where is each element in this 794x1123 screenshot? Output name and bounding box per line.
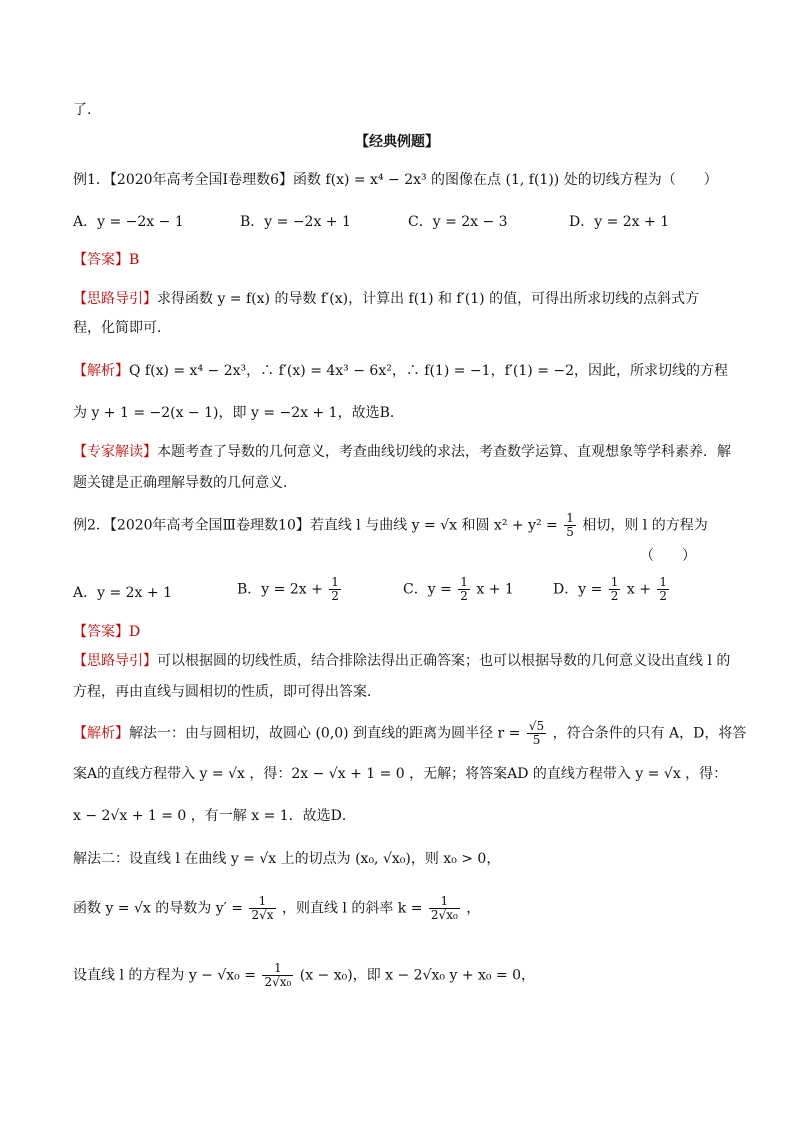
ex1-expert-line-1 xyxy=(73,442,731,462)
ex2-question-part-b: 相切，则 l 的方程为 xyxy=(582,517,708,534)
ex2-method2-text-3b: (x − x₀)，即 x − 2√x₀ y + x₀ = 0， xyxy=(299,967,536,984)
ex2-guide-text-1: 可以根据圆的切线性质，结合排除法得出正确答案；也可以根据导数的几何意义设出直线 l 的 xyxy=(157,653,731,669)
ex2-method2-text-2c: ， xyxy=(466,900,481,917)
ex1-answer-tag: 【答案】 xyxy=(73,252,129,268)
ex1-guide-line-2: 程，化简即可． xyxy=(73,320,171,336)
ex1-expert-text-1: 本题考查了导数的几何意义，考查曲线切线的求法，考查数学运算、直观想象等学科素养．解 xyxy=(157,444,731,460)
ex2-analysis-tag: 【解析】 xyxy=(73,725,129,742)
ex1-question: 例1．【2020年高考全国Ⅰ卷理数6】函数 f(x) = x⁴ − 2x³ 的图像在点 (1, f(1)) 处的切线方程为（ ） xyxy=(73,172,718,188)
fraction-denominator: 2 xyxy=(331,589,339,603)
fraction-denominator: 2 xyxy=(610,589,619,603)
ex2-derivative-fraction xyxy=(249,895,275,922)
ex2-question xyxy=(73,512,721,539)
fraction-numerator: 1 xyxy=(249,895,275,909)
ex2-guide-tag: 【思路导引】 xyxy=(73,653,157,669)
ex2-analysis-text-1a: 解法一：由与圆相切，故圆心 (0,0) 到直线的距离为圆半径 r = xyxy=(129,725,521,742)
ex2-option-c-fraction xyxy=(458,576,470,603)
fraction-numerator: 1 xyxy=(331,575,339,589)
ex2-option-c xyxy=(403,576,514,603)
fraction-numerator: √5 xyxy=(528,719,545,733)
ex2-guide-line-1 xyxy=(73,651,731,671)
ex1-analysis-line-2: 为 y + 1 = −2(x − 1)，即 y = −2x + 1，故选B． xyxy=(73,405,404,421)
ex2-line-fraction xyxy=(262,962,293,989)
ex2-guide-line-2: 方程，再由直线与圆相切的性质，即可得出答案． xyxy=(73,684,381,700)
ex2-option-d-mid: x + xyxy=(626,581,651,598)
ex1-option-a: A．y = −2x − 1 xyxy=(73,214,184,230)
ex2-radius-fraction xyxy=(527,720,546,747)
fraction-denominator: 2√x₀ xyxy=(264,975,292,989)
fraction-denominator: 2 xyxy=(460,589,468,603)
ex2-answer-line xyxy=(73,622,721,642)
ex2-method2-text-2a: 函数 y = √x 的导数为 y′ = xyxy=(73,900,243,917)
ex2-analysis-line-3: x − 2√x + 1 = 0 ，有一解 x = 1．故选D． xyxy=(73,808,356,824)
ex2-question-part-a: 例2．【2020年高考全国Ⅲ卷理数10】若直线 l 与曲线 y = √x 和圆 x² + y² = xyxy=(73,517,558,534)
fraction-denominator: 2√x₀ xyxy=(430,908,458,922)
fraction-numerator: 1 xyxy=(659,575,668,589)
ex2-option-d-fraction-1 xyxy=(609,576,621,603)
ex1-analysis-line-1 xyxy=(73,361,729,381)
ex2-analysis-line-1 xyxy=(73,719,747,747)
ex2-option-d-text: D．y = xyxy=(553,581,603,598)
fraction-numerator: 1 xyxy=(460,575,468,589)
fraction-numerator: 1 xyxy=(566,511,574,525)
ex1-expert-line-2: 题关键是正确理解导数的几何意义． xyxy=(73,475,297,491)
ex2-option-b-text: B．y = 2x + xyxy=(237,581,323,598)
ex1-analysis-tag: 【解析】 xyxy=(73,363,129,379)
fraction-denominator: 2√x xyxy=(251,908,274,922)
ex2-method2-line-3 xyxy=(73,962,721,989)
ex2-method2-line-1: 解法二：设直线 l 在曲线 y = √x 上的切点为 (x₀, √x₀)，则 x₀ > 0， xyxy=(73,851,501,867)
fraction-denominator: 5 xyxy=(532,733,541,747)
ex1-expert-tag: 【专家解读】 xyxy=(73,444,157,460)
ex2-method2-text-3a: 设直线 l 的方程为 y − √x₀ = xyxy=(73,967,256,984)
ex1-guide-text-1: 求得函数 y = f(x) 的导数 f′(x)，计算出 f(1) 和 f′(1) 的值，可得出所求切线的点斜式方 xyxy=(157,291,700,307)
ex1-option-d: D．y = 2x + 1 xyxy=(569,214,670,230)
fraction-numerator: 1 xyxy=(429,895,460,909)
ex2-option-a: A．y = 2x + 1 xyxy=(73,585,172,601)
ex2-method2-text-2b: ，则直线 l 的斜率 k = xyxy=(281,900,423,917)
ex1-analysis-text-1: Q f(x) = x⁴ − 2x³，∴ f′(x) = 4x³ − 6x²，∴ f(1) = −1，f′(1) = −2，因此，所求切线的方程 xyxy=(129,363,729,379)
ex2-method2-line-2 xyxy=(73,895,721,922)
fraction-denominator: 5 xyxy=(566,525,574,539)
ex2-option-d-fraction-2 xyxy=(657,576,669,603)
ex2-answer-paren: （ ） xyxy=(640,548,696,564)
ex1-guide-tag: 【思路导引】 xyxy=(73,291,157,307)
top-fragment: 了. xyxy=(73,102,92,118)
ex2-answer-tag: 【答案】 xyxy=(73,624,129,640)
ex2-option-b-fraction xyxy=(329,576,341,603)
ex1-option-b: B．y = −2x + 1 xyxy=(240,214,351,230)
fraction-numerator: 1 xyxy=(262,962,293,976)
ex1-answer-line xyxy=(73,250,721,270)
ex1-guide-line-1 xyxy=(73,289,721,309)
section-title: 【经典例题】 xyxy=(355,134,439,150)
ex1-option-c: C．y = 2x − 3 xyxy=(408,214,508,230)
ex2-analysis-text-1b: ，符合条件的只有 A，D，将答 xyxy=(552,725,747,742)
ex2-slope-fraction xyxy=(429,895,460,922)
ex2-answer: D xyxy=(129,624,141,640)
ex2-option-c-text: C．y = xyxy=(403,581,452,598)
ex2-option-d xyxy=(553,576,671,603)
ex2-question-fraction xyxy=(564,512,576,539)
fraction-denominator: 2 xyxy=(659,589,668,603)
ex1-answer: B xyxy=(129,252,140,268)
ex2-option-c-tail: x + 1 xyxy=(476,581,514,598)
fraction-numerator: 1 xyxy=(610,575,619,589)
ex2-option-b xyxy=(237,576,343,603)
ex2-analysis-line-2: 案A的直线方程带入 y = √x ，得：2x − √x + 1 = 0 ，无解；将答案AD 的直线方程带入 y = √x ，得： xyxy=(73,766,728,782)
